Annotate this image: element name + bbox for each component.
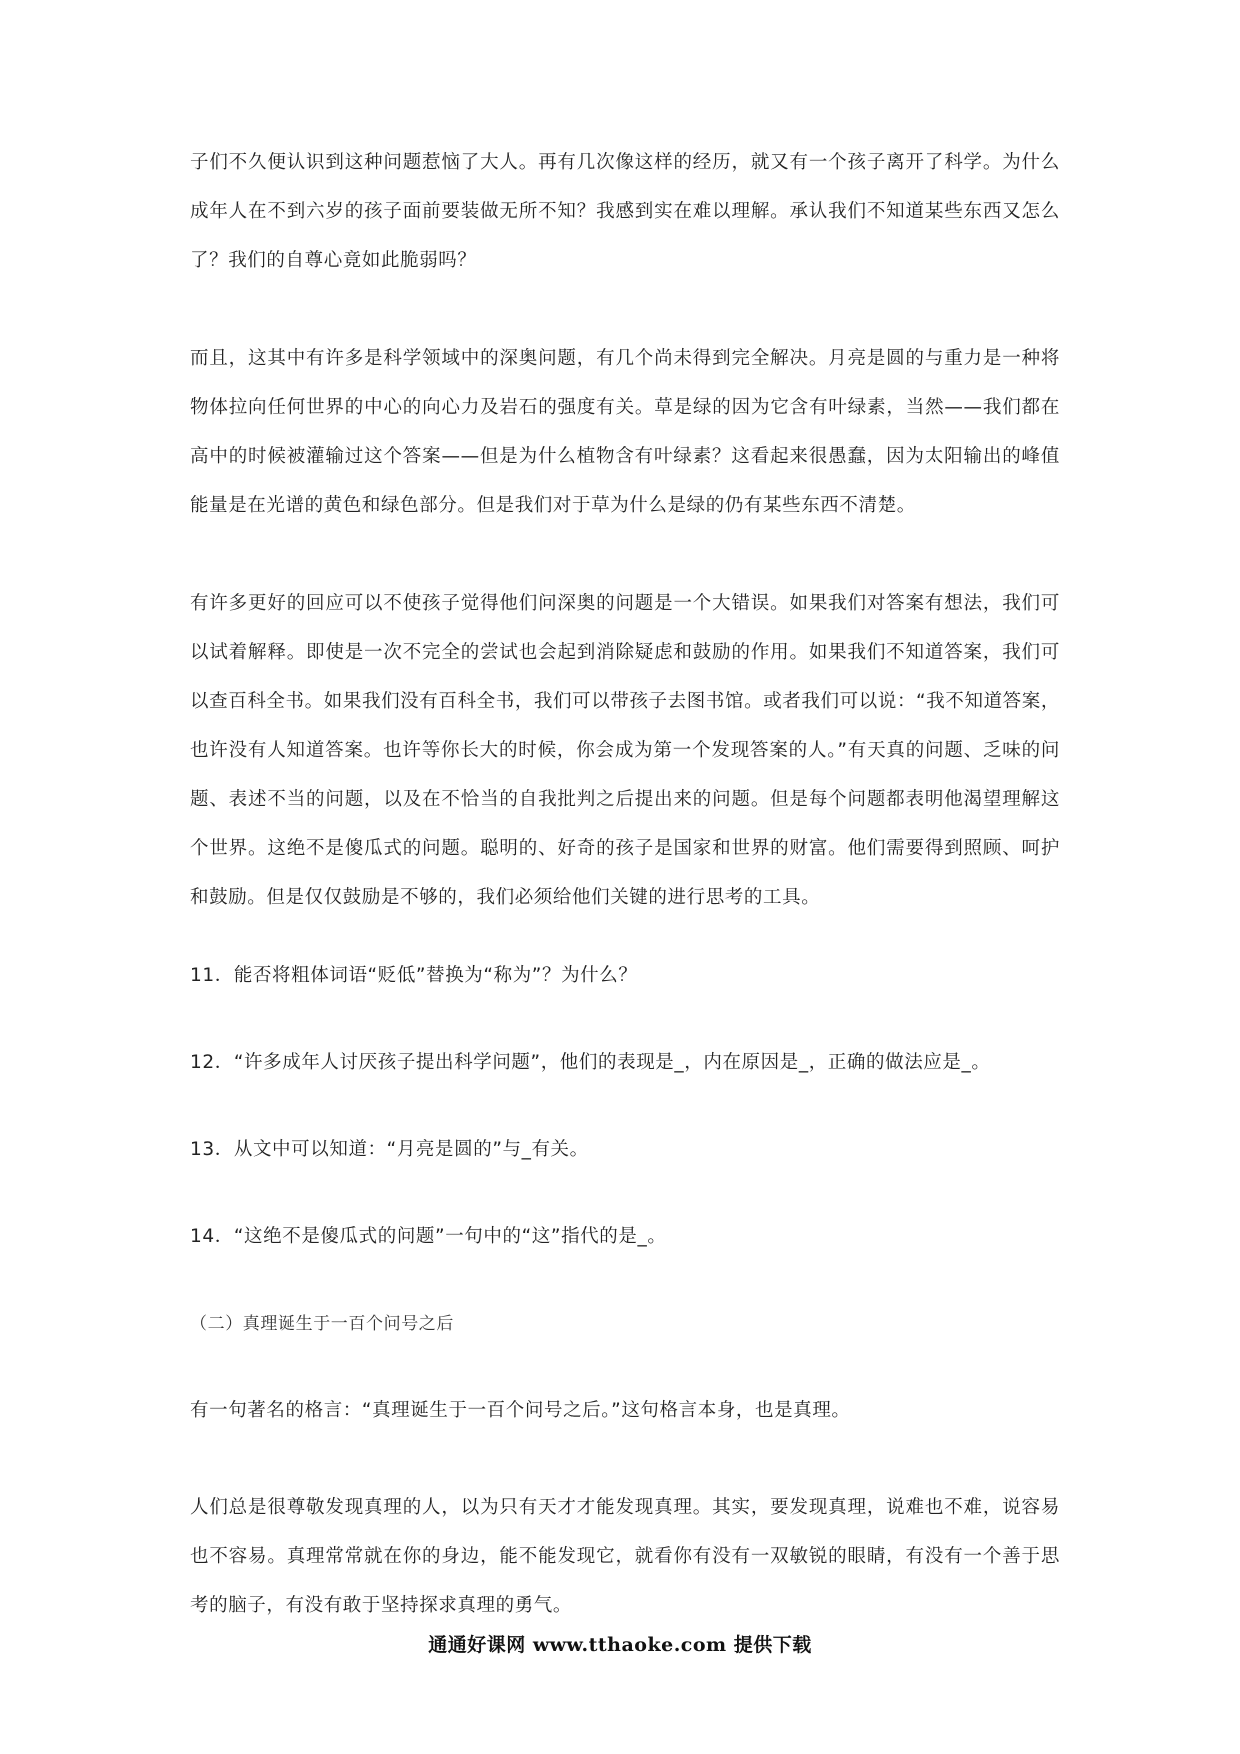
section-2-paragraph-1: 有一句著名的格言：“真理诞生于一百个问号之后。”这句格言本身，也是真理。 xyxy=(190,1400,851,1421)
question-14: 14．“这绝不是傻瓜式的问题”一句中的“这”指代的是_。 xyxy=(190,1226,667,1247)
section-heading: （二）真理诞生于一百个问号之后 xyxy=(190,1314,454,1334)
paragraph-3: 有许多更好的回应可以不使孩子觉得他们问深奥的问题是一个大错误。如果我们对答案有想法，我们可以试着解释。即使是一次不完全的尝试也会起到消除疑虑和鼓励的作用。如果我们不知道答案，我们可以查百科全书。如果我们没有百科全书，我们可以带孩子去图书馆。或者我们可以说：“我不知道答案，也许没有人知道答案。也许等你长大的时候，你会成为第一个发现答案的人。”有天真的问题、乏味的问题、表述不当的问题，以及在不恰当的自我批判之后提出来的问题。但是每个问题都表明他渴望理解这个世界。这绝不是傻瓜式的问题。聪明的、好奇的孩子是国家和世界的财富。他们需要得到照顾、呵护和鼓励。但是仅仅鼓励是不够的，我们必须给他们关键的进行思考的工具。 xyxy=(190,593,1060,908)
footer-credit: 通通好课网 www.tthaoke.com 提供下载 xyxy=(428,1634,812,1656)
question-11: 11．能否将粗体词语“贬低”替换为“称为”？为什么？ xyxy=(190,965,638,986)
document-body xyxy=(190,138,1060,1679)
paragraph-2: 而且，这其中有许多是科学领域中的深奥问题，有几个尚未得到完全解决。月亮是圆的与重力是一种将物体拉向任何世界的中心的向心力及岩石的强度有关。草是绿的因为它含有叶绿素，当然——我们都在高中的时候被灌输过这个答案——但是为什么植物含有叶绿素？这看起来很愚蠢，因为太阳输出的峰值能量是在光谱的黄色和绿色部分。但是我们对于草为什么是绿的仍有某些东西不清楚。 xyxy=(190,348,1060,516)
question-12: 12．“许多成年人讨厌孩子提出科学问题”，他们的表现是_，内在原因是_，正确的做法应是_。 xyxy=(190,1052,991,1073)
question-13: 13．从文中可以知道：“月亮是圆的”与_有关。 xyxy=(190,1139,589,1160)
paragraph-1: 子们不久便认识到这种问题惹恼了大人。再有几次像这样的经历，就又有一个孩子离开了科学。为什么成年人在不到六岁的孩子面前要装做无所不知？我感到实在难以理解。承认我们不知道某些东西又怎么了？我们的自尊心竟如此脆弱吗？ xyxy=(190,152,1060,271)
section-2-paragraph-2: 人们总是很尊敬发现真理的人，以为只有天才才能发现真理。其实，要发现真理，说难也不难，说容易也不容易。真理常常就在你的身边，能不能发现它，就看你有没有一双敏锐的眼睛，有没有一个善于思考的脑子，有没有敢于坚持探求真理的勇气。 xyxy=(190,1497,1060,1616)
